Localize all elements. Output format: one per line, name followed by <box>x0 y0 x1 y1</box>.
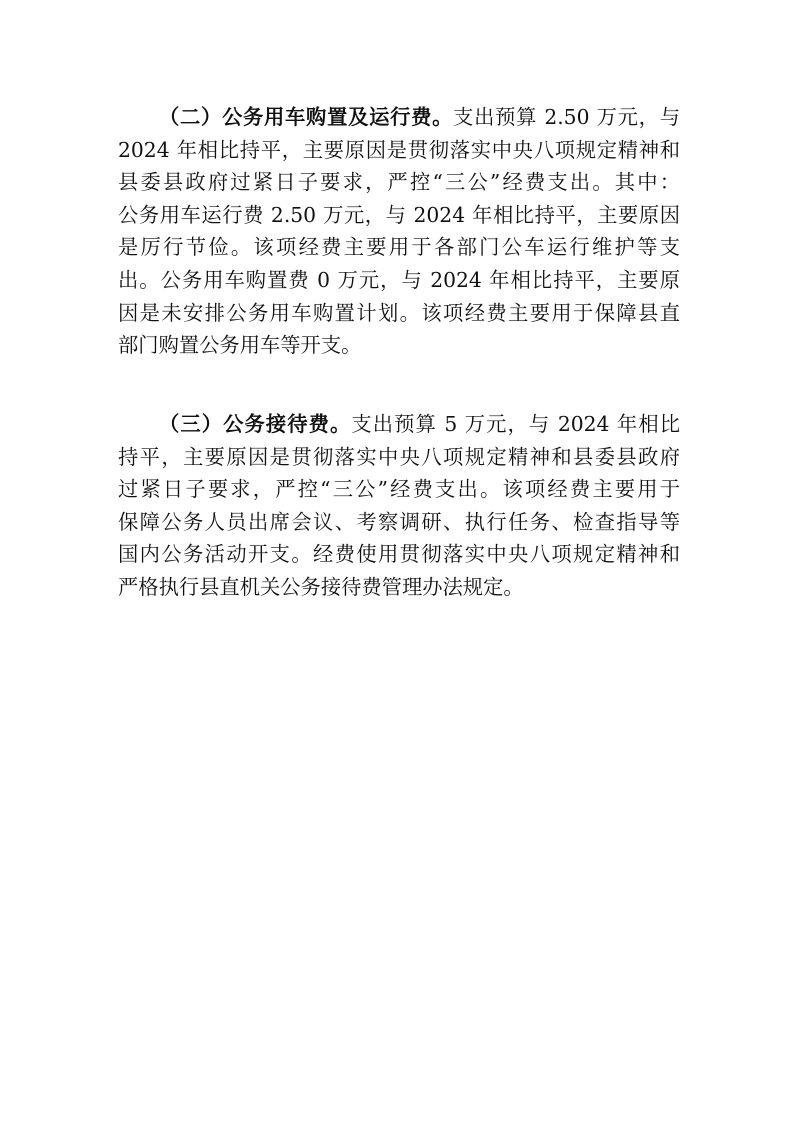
paragraph-line: 过紧日子要求，严控“三公”经费支出。该项经费主要用于 <box>118 477 680 502</box>
paragraph-reception-expenses <box>118 408 680 604</box>
paragraph-line: 严格执行县直机关公务接待费管理办法规定。 <box>118 574 524 599</box>
paragraph-line: 出。公务用车购置费 0 万元，与 2024 年相比持平，主要原 <box>118 267 680 292</box>
paragraph-line: 持平，主要原因是贯彻落实中央八项规定精神和县委县政府 <box>118 444 680 469</box>
paragraph-line: 保障公务人员出席会议、考察调研、执行任务、检查指导等 <box>118 509 680 534</box>
paragraph-line: 国内公务活动开支。经费使用贯彻落实中央八项规定精神和 <box>118 542 680 567</box>
paragraph-line: 是厉行节俭。该项经费主要用于各部门公车运行维护等支 <box>118 235 680 260</box>
section-heading: （三）公务接待费。 <box>159 412 352 436</box>
paragraph-line: 因是未安排公务用车购置计划。该项经费主要用于保障县直 <box>118 300 680 325</box>
paragraph-line: 2024 年相比持平，主要原因是贯彻落实中央八项规定精神和 <box>118 137 680 162</box>
paragraph-text: 支出预算 5 万元，与 2024 年相比 <box>351 412 680 436</box>
paragraph-line: 部门购置公务用车等开支。 <box>118 333 362 358</box>
paragraph-text: 支出预算 2.50 万元，与 <box>453 105 680 129</box>
paragraph-line <box>118 101 680 134</box>
paragraph-vehicle-expenses <box>118 101 680 362</box>
paragraph-line: 公务用车运行费 2.50 万元，与 2024 年相比持平，主要原因 <box>118 202 680 227</box>
section-heading: （二）公务用车购置及运行费。 <box>159 105 454 129</box>
paragraph-line <box>118 408 680 441</box>
paragraph-line: 县委县政府过紧日子要求，严控“三公”经费支出。其中： <box>118 170 680 195</box>
